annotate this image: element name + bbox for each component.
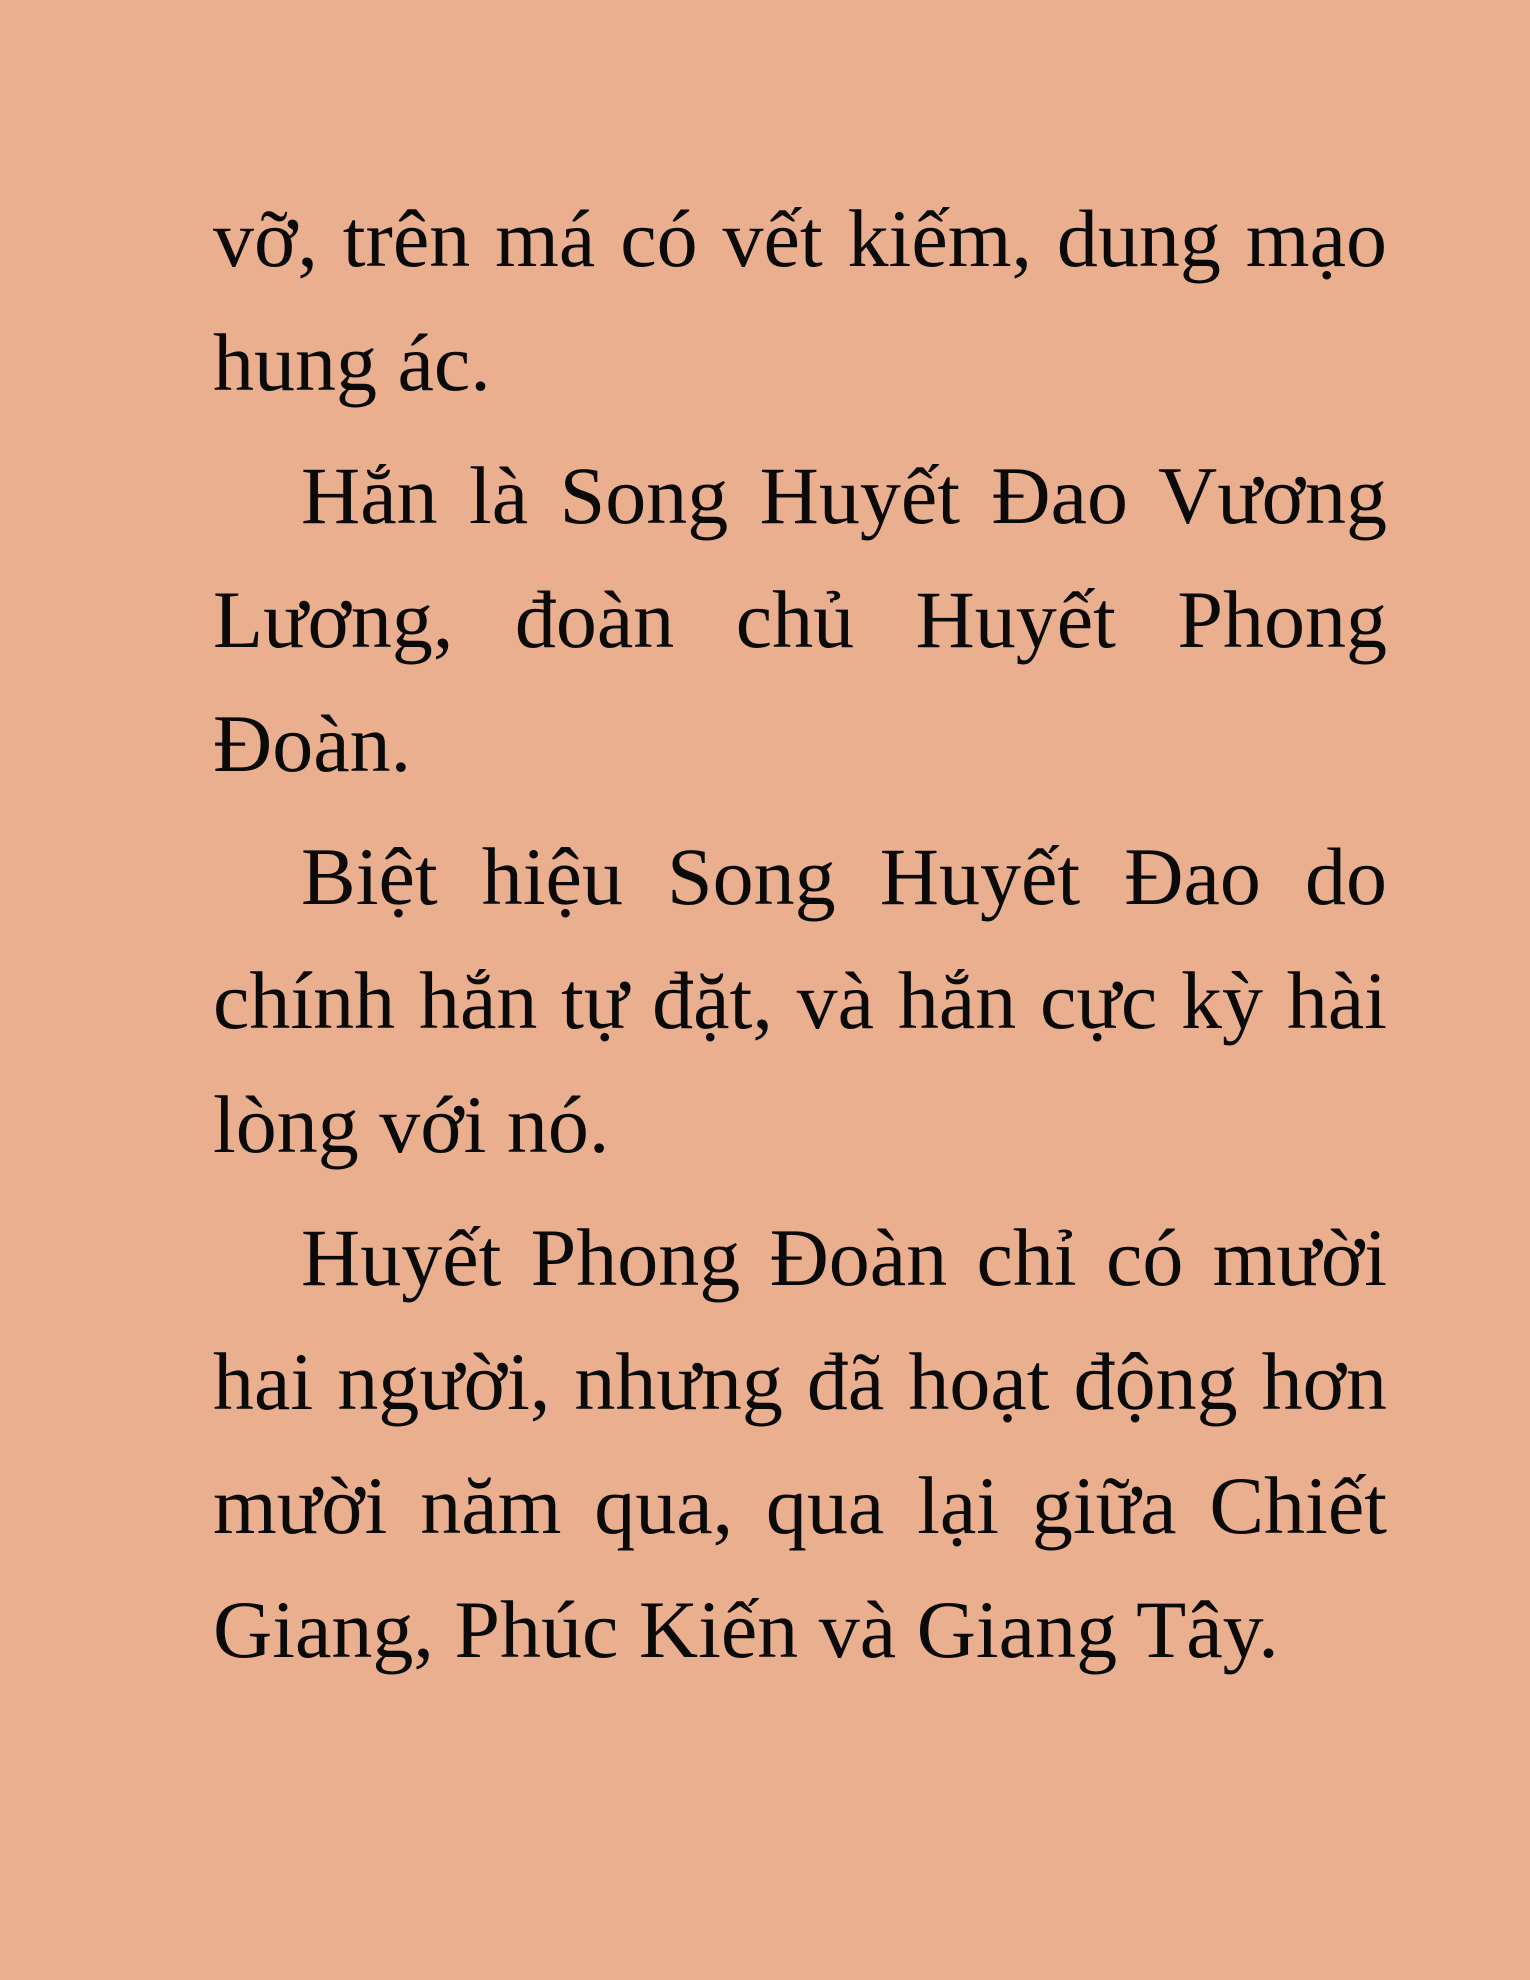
paragraph-2: Hắn là Song Huyết Đao Vương Lương, đoàn chủ Huyết Phong Đoàn. <box>213 450 1387 789</box>
paragraph-3: Biệt hiệu Song Huyết Đao do chính hắn tự đặt, và hắn cực kỳ hài lòng với nó. <box>213 831 1387 1170</box>
paragraph-1: vỡ, trên má có vết kiếm, dung mạo hung ác. <box>213 193 1387 408</box>
paragraph-4: Huyết Phong Đoàn chỉ có mười hai người, nhưng đã hoạt động hơn mười năm qua, qua lại giữa Chiết Giang, Phúc Kiến và Giang Tây. <box>213 1212 1387 1675</box>
page-text <box>213 177 1387 1692</box>
